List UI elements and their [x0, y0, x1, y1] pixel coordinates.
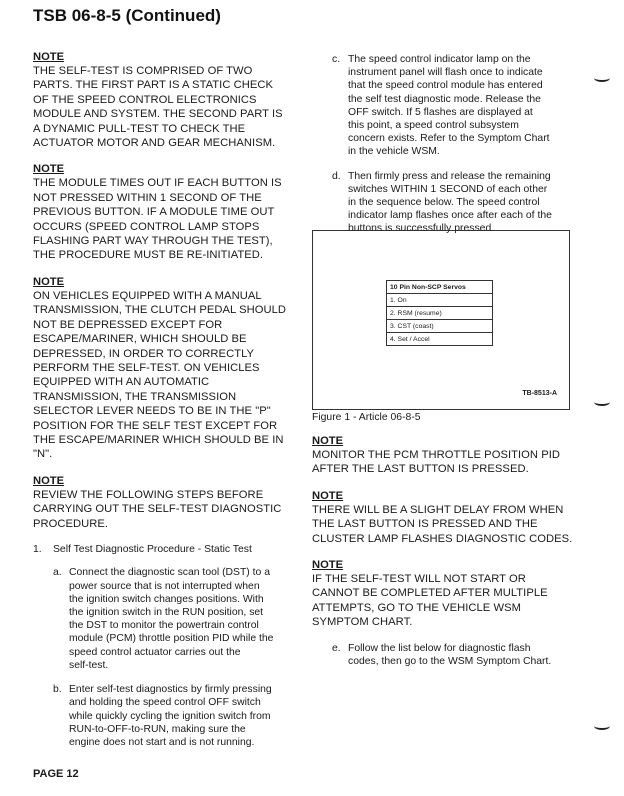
- note-text: THE MODULE TIMES OUT IF EACH BUTTON IS NOT PRESSED WITHIN 1 SECOND OF THE PREVIOUS BUTTON. IF A MODULE TIME OUT OCCURS (SPEED CONTROL LAMP STOPS FLASHING PART WAY THROUGH THE TEST), THE PROCEDURE MUST BE RE-INITIATED.: [33, 177, 282, 262]
- figure-id: TB-8513-A: [522, 390, 557, 397]
- substep-e: [332, 642, 602, 668]
- step-1-heading: [33, 543, 313, 557]
- table-cell: 2. RSM (resume): [387, 307, 493, 320]
- table-row: [387, 294, 493, 307]
- note-text: THERE WILL BE A SLIGHT DELAY FROM WHEN THE LAST BUTTON IS PRESSED AND THE CLUSTER LAMP FLASHES DIAGNOSTIC CODES.: [312, 503, 573, 545]
- left-column: [33, 50, 313, 760]
- substep-a: [53, 566, 313, 672]
- table-cell: 1. On: [387, 294, 493, 307]
- note-label: NOTE: [312, 559, 344, 572]
- substep-c: [332, 53, 577, 159]
- note-transmission: [33, 275, 313, 462]
- note-self-test-fail: [312, 558, 602, 630]
- substep-text: Connect the diagnostic scan tool (DST) to a power source that is not interrupted when the ignition switch changes positions. With the ignition switch in the RUN position, set the DST to monitor the powertrain control module (PCM) throttle position PID while the speed control actuator carries out the self-test.: [69, 567, 274, 671]
- right-column: [312, 53, 577, 247]
- note-review-steps: [33, 474, 313, 531]
- note-label: NOTE: [33, 163, 65, 176]
- page-title: TSB 06-8-5 (Continued): [33, 6, 221, 25]
- binder-mark-icon: [594, 398, 610, 406]
- substep-b: [53, 683, 313, 749]
- substep-text: Follow the list below for diagnostic flash codes, then go to the WSM Symptom Chart.: [348, 642, 552, 667]
- substep-letter: b.: [53, 684, 62, 696]
- note-label: NOTE: [33, 51, 65, 63]
- figure-1: [312, 230, 570, 410]
- page-number: PAGE 12: [33, 768, 79, 780]
- table-cell: 3. CST (coast): [387, 320, 493, 333]
- binder-mark-icon: [594, 74, 610, 82]
- note-label: NOTE: [312, 435, 344, 447]
- note-label: NOTE: [33, 275, 65, 288]
- table-header: 10 Pin Non-SCP Servos: [387, 281, 493, 294]
- note-text: IF THE SELF-TEST WILL NOT START OR CANNOT BE COMPLETED AFTER MULTIPLE ATTEMPTS, GO TO THE VEHICLE WSM SYMPTOM CHART.: [312, 573, 548, 629]
- table-row: [387, 307, 493, 320]
- table-cell: 4. Set / Accel: [387, 333, 493, 346]
- substep-letter: d.: [332, 170, 341, 182]
- note-text: THE SELF-TEST IS COMPRISED OF TWO PARTS. THE FIRST PART IS A STATIC CHECK OF THE SPEED CONTROL ELECTRONICS MODULE AND SYSTEM. THE SECOND PART IS A DYNAMIC PULL-TEST TO CHECK THE ACTUATOR MOTOR AND GEAR MECHANISM.: [33, 65, 283, 150]
- substep-letter: e.: [332, 642, 341, 654]
- substep-letter: c.: [332, 54, 341, 65]
- table-row: [387, 320, 493, 333]
- substep-letter: a.: [53, 567, 62, 579]
- figure-caption: Figure 1 - Article 06-8-5: [312, 412, 421, 423]
- note-label: NOTE: [312, 489, 344, 502]
- substep-text: The speed control indicator lamp on the instrument panel will flash once to indicate that the speed control module has entered the self test diagnostic mode. Release the OFF switch. If 5 flashes are displayed at this point, a speed control subsystem concern exists. Refer to the Symptom Chart in the vehicle WSM.: [348, 54, 550, 158]
- substep-text: Enter self-test diagnostics by firmly pressing and holding the speed control OFF switch while quickly cycling the ignition switch from RUN-to-OFF-to-RUN, making sure the engine does not start and is not running.: [69, 684, 272, 748]
- note-self-test-parts: [33, 50, 313, 150]
- binder-mark-icon: [594, 722, 610, 730]
- note-label: NOTE: [33, 474, 65, 487]
- servo-sequence-table: [386, 280, 493, 346]
- step-title: Self Test Diagnostic Procedure - Static Test: [53, 543, 252, 555]
- substep-d: [332, 170, 577, 236]
- note-module-timeout: [33, 162, 313, 262]
- note-monitor-pid: [312, 434, 602, 477]
- table-header-row: [387, 281, 493, 294]
- right-notes: [312, 434, 602, 679]
- table-row: [387, 333, 493, 346]
- note-text: ON VEHICLES EQUIPPED WITH A MANUAL TRANSMISSION, THE CLUTCH PEDAL SHOULD NOT BE DEPRESSED EXCEPT FOR ESCAPE/MARINER, WHICH SHOULD BE DEPRESSED, IN ORDER TO CORRECTLY PERFORM THE SELF-TEST. ON VEHICLES EQUIPPED WITH AN AUTOMATIC TRANSMISSION, THE TRANSMISSION SELECTOR LEVER NEEDS TO BE IN THE "P" POSITION FOR THE SELF TEST EXCEPT FOR THE ESCAPE/MARINER WHICH SHOULD BE IN "N".: [33, 289, 286, 461]
- substep-text: Then firmly press and release the remaining switches WITHIN 1 SECOND of each other in the sequence below. The speed control indicator lamp flashes once after each of the buttons is successfully pressed.: [348, 170, 552, 235]
- note-slight-delay: [312, 489, 602, 546]
- step-number: 1.: [33, 543, 42, 555]
- note-text: REVIEW THE FOLLOWING STEPS BEFORE CARRYING OUT THE SELF-TEST DIAGNOSTIC PROCEDURE.: [33, 488, 282, 530]
- note-text: MONITOR THE PCM THROTTLE POSITION PID AFTER THE LAST BUTTON IS PRESSED.: [312, 449, 560, 476]
